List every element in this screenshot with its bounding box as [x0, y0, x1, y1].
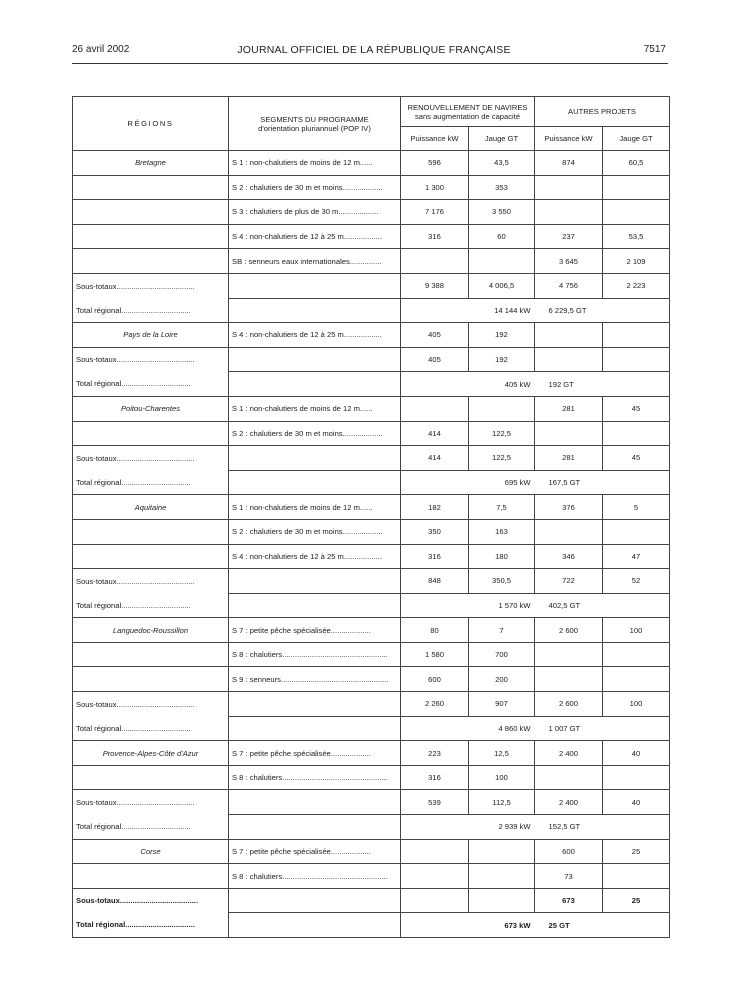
total-regional-gt: 152,5 GT — [535, 815, 670, 840]
table-row — [73, 249, 670, 274]
table-row — [73, 421, 670, 446]
segment-label: S 4 : non-chalutiers de 12 à 25 m.................. — [229, 224, 401, 249]
total-regional-label: Total régional................................. — [73, 815, 229, 840]
renouv-jauge-value — [469, 249, 535, 274]
autres-jauge-value: 60,5 — [603, 151, 670, 176]
segment-label: S 3 : chalutiers de plus de 30 m................... — [229, 200, 401, 225]
table-row — [73, 372, 670, 397]
total-regional-kw: 4 860 kW — [401, 716, 535, 741]
segment-label: S 7 : petite pêche spécialisée................... — [229, 839, 401, 864]
region-name: Languedoc-Roussillon — [73, 618, 229, 643]
subtotal-label: Sous-totaux..................................... — [73, 692, 229, 717]
subtotal-label: Sous-totaux..................................... — [73, 790, 229, 815]
renouv-puissance-value: 80 — [401, 618, 469, 643]
subtotal-renouv-puissance: 414 — [401, 446, 469, 471]
header-title: JOURNAL OFFICIEL DE LA RÉPUBLIQUE FRANÇAISE — [237, 44, 511, 56]
header-date: 26 avril 2002 — [72, 44, 130, 55]
segment-label: S 1 : non-chalutiers de moins de 12 m...... — [229, 151, 401, 176]
segment-label: S 8 : chalutiers.................................................. — [229, 765, 401, 790]
table-row — [73, 298, 670, 323]
segment-label: S 9 : senneurs................................................... — [229, 667, 401, 692]
renouv-puissance-value: 596 — [401, 151, 469, 176]
region-name: Corse — [73, 839, 229, 864]
subtotal-renouv-puissance: 539 — [401, 790, 469, 815]
table-row — [73, 323, 670, 348]
subtotal-renouv-jauge — [469, 888, 535, 913]
autres-jauge-value — [603, 642, 670, 667]
subtotal-segment-empty — [229, 692, 401, 717]
table-row — [73, 151, 670, 176]
col-autres-jauge: Jauge GT — [603, 127, 670, 151]
segment-label: S 4 : non-chalutiers de 12 à 25 m.................. — [229, 544, 401, 569]
renouv-jauge-value — [469, 396, 535, 421]
table-row — [73, 692, 670, 717]
subtotal-renouv-jauge: 192 — [469, 347, 535, 372]
autres-jauge-value — [603, 175, 670, 200]
table-row — [73, 642, 670, 667]
page-header — [0, 44, 748, 60]
renouv-jauge-value: 12,5 — [469, 741, 535, 766]
autres-puissance-value — [535, 421, 603, 446]
subtotal-renouv-jauge: 907 — [469, 692, 535, 717]
table-row — [73, 347, 670, 372]
segment-label: S 7 : petite pêche spécialisée................... — [229, 741, 401, 766]
renouv-jauge-value: 60 — [469, 224, 535, 249]
region-cell-empty — [73, 544, 229, 569]
segment-label: S 2 : chalutiers de 30 m et moins................... — [229, 421, 401, 446]
total-regional-kw: 2 939 kW — [401, 815, 535, 840]
table-row — [73, 815, 670, 840]
subtotal-autres-puissance — [535, 347, 603, 372]
subtotal-renouv-jauge: 350,5 — [469, 569, 535, 594]
subtotal-autres-jauge: 40 — [603, 790, 670, 815]
subtotal-renouv-jauge: 122,5 — [469, 446, 535, 471]
col-segments-line2: d'orientation pluriannuel (POP IV) — [258, 123, 371, 133]
total-regional-gt: 6 229,5 GT — [535, 298, 670, 323]
renouv-jauge-value: 43,5 — [469, 151, 535, 176]
renouv-jauge-value: 7 — [469, 618, 535, 643]
subtotal-label: Sous-totaux..................................... — [73, 273, 229, 298]
table-row — [73, 593, 670, 618]
autres-puissance-value: 874 — [535, 151, 603, 176]
table-row — [73, 569, 670, 594]
autres-jauge-value: 25 — [603, 839, 670, 864]
autres-jauge-value: 40 — [603, 741, 670, 766]
region-cell-empty — [73, 519, 229, 544]
total-segment-empty — [229, 593, 401, 618]
autres-jauge-value — [603, 519, 670, 544]
region-cell-empty — [73, 864, 229, 889]
autres-jauge-value — [603, 765, 670, 790]
autres-puissance-value: 73 — [535, 864, 603, 889]
total-regional-kw: 405 kW — [401, 372, 535, 397]
subtotal-renouv-puissance — [401, 888, 469, 913]
total-regional-kw: 673 kW — [401, 913, 535, 938]
total-segment-empty — [229, 470, 401, 495]
autres-puissance-value: 376 — [535, 495, 603, 520]
autres-puissance-value: 2 600 — [535, 618, 603, 643]
total-regional-label: Total régional................................. — [73, 716, 229, 741]
subtotal-autres-jauge: 25 — [603, 888, 670, 913]
subtotal-renouv-jauge: 4 006,5 — [469, 273, 535, 298]
autres-puissance-value — [535, 200, 603, 225]
col-renouvellement — [401, 97, 535, 127]
autres-puissance-value — [535, 323, 603, 348]
subtotal-label: Sous-totaux..................................... — [73, 569, 229, 594]
renouv-puissance-value: 414 — [401, 421, 469, 446]
segment-label: S 7 : petite pêche spécialisée................... — [229, 618, 401, 643]
autres-puissance-value — [535, 667, 603, 692]
total-regional-kw: 695 kW — [401, 470, 535, 495]
col-renouv-puissance: Puissance kW — [401, 127, 469, 151]
subtotal-segment-empty — [229, 888, 401, 913]
renouv-puissance-value: 7 176 — [401, 200, 469, 225]
subtotal-autres-jauge: 100 — [603, 692, 670, 717]
region-name: Pays de la Loire — [73, 323, 229, 348]
renouv-jauge-value: 200 — [469, 667, 535, 692]
autres-jauge-value: 47 — [603, 544, 670, 569]
subtotal-renouv-jauge: 112,5 — [469, 790, 535, 815]
table-row — [73, 790, 670, 815]
region-cell-empty — [73, 421, 229, 446]
fleet-table — [72, 96, 670, 938]
autres-jauge-value — [603, 421, 670, 446]
renouv-puissance-value: 316 — [401, 544, 469, 569]
renouv-puissance-value: 600 — [401, 667, 469, 692]
renouv-jauge-value: 192 — [469, 323, 535, 348]
renouv-jauge-value: 3 550 — [469, 200, 535, 225]
table-row — [73, 716, 670, 741]
table-row — [73, 618, 670, 643]
autres-puissance-value — [535, 519, 603, 544]
total-regional-label: Total régional................................. — [73, 470, 229, 495]
renouv-puissance-value — [401, 839, 469, 864]
total-regional-label: Total régional................................. — [73, 372, 229, 397]
table-row — [73, 544, 670, 569]
autres-jauge-value — [603, 323, 670, 348]
autres-puissance-value — [535, 642, 603, 667]
header-page-number: 7517 — [643, 44, 666, 55]
region-cell-empty — [73, 765, 229, 790]
table-row — [73, 765, 670, 790]
segment-label: S 2 : chalutiers de 30 m et moins................... — [229, 519, 401, 544]
subtotal-segment-empty — [229, 446, 401, 471]
renouv-puissance-value: 182 — [401, 495, 469, 520]
table-row — [73, 741, 670, 766]
region-name: Bretagne — [73, 151, 229, 176]
col-renouv-jauge: Jauge GT — [469, 127, 535, 151]
autres-puissance-value: 237 — [535, 224, 603, 249]
subtotal-renouv-puissance: 2 260 — [401, 692, 469, 717]
total-segment-empty — [229, 913, 401, 938]
renouv-puissance-value: 316 — [401, 765, 469, 790]
segment-label: S 2 : chalutiers de 30 m et moins................... — [229, 175, 401, 200]
total-regional-gt: 25 GT — [535, 913, 670, 938]
renouv-puissance-value: 405 — [401, 323, 469, 348]
total-regional-kw: 14 144 kW — [401, 298, 535, 323]
col-renouv-line1: RENOUVELLEMENT DE NAVIRES — [407, 102, 528, 112]
table-row — [73, 888, 670, 913]
autres-puissance-value: 346 — [535, 544, 603, 569]
subtotal-renouv-puissance: 9 388 — [401, 273, 469, 298]
segment-label: S 1 : non-chalutiers de moins de 12 m...... — [229, 396, 401, 421]
renouv-puissance-value: 1 300 — [401, 175, 469, 200]
table-row — [73, 667, 670, 692]
subtotal-label: Sous-totaux..................................... — [73, 347, 229, 372]
region-cell-empty — [73, 224, 229, 249]
total-regional-gt: 1 007 GT — [535, 716, 670, 741]
table-row — [73, 864, 670, 889]
region-cell-empty — [73, 249, 229, 274]
renouv-puissance-value: 350 — [401, 519, 469, 544]
region-name: Aquitaine — [73, 495, 229, 520]
subtotal-autres-puissance: 2 400 — [535, 790, 603, 815]
subtotal-autres-jauge: 52 — [603, 569, 670, 594]
table-row — [73, 200, 670, 225]
subtotal-label: Sous-totaux..................................... — [73, 446, 229, 471]
autres-puissance-value: 600 — [535, 839, 603, 864]
segment-label: SB : senneurs eaux internationales............... — [229, 249, 401, 274]
total-regional-gt: 192 GT — [535, 372, 670, 397]
subtotal-autres-jauge: 45 — [603, 446, 670, 471]
total-segment-empty — [229, 298, 401, 323]
col-segments — [229, 97, 401, 151]
table-row — [73, 396, 670, 421]
renouv-jauge-value — [469, 839, 535, 864]
autres-jauge-value — [603, 200, 670, 225]
renouv-jauge-value: 100 — [469, 765, 535, 790]
renouv-puissance-value: 223 — [401, 741, 469, 766]
total-regional-kw: 1 570 kW — [401, 593, 535, 618]
renouv-jauge-value: 122,5 — [469, 421, 535, 446]
renouv-jauge-value: 180 — [469, 544, 535, 569]
renouv-puissance-value: 316 — [401, 224, 469, 249]
total-segment-empty — [229, 716, 401, 741]
table-row — [73, 839, 670, 864]
autres-jauge-value: 2 109 — [603, 249, 670, 274]
segment-label: S 1 : non-chalutiers de moins de 12 m...... — [229, 495, 401, 520]
renouv-jauge-value: 353 — [469, 175, 535, 200]
col-regions: RÉGIONS — [73, 97, 229, 151]
total-regional-gt: 402,5 GT — [535, 593, 670, 618]
table-row — [73, 446, 670, 471]
subtotal-autres-puissance: 2 600 — [535, 692, 603, 717]
renouv-puissance-value — [401, 249, 469, 274]
subtotal-label: Sous-totaux..................................... — [73, 888, 229, 913]
table-row — [73, 519, 670, 544]
subtotal-autres-puissance: 722 — [535, 569, 603, 594]
subtotal-autres-puissance: 281 — [535, 446, 603, 471]
col-autres-puissance: Puissance kW — [535, 127, 603, 151]
subtotal-autres-jauge: 2 223 — [603, 273, 670, 298]
subtotal-renouv-puissance: 848 — [401, 569, 469, 594]
region-cell-empty — [73, 667, 229, 692]
segment-label: S 4 : non-chalutiers de 12 à 25 m.................. — [229, 323, 401, 348]
header-rule — [72, 63, 668, 64]
total-regional-label: Total régional................................. — [73, 593, 229, 618]
renouv-jauge-value — [469, 864, 535, 889]
subtotal-autres-puissance: 4 756 — [535, 273, 603, 298]
renouv-jauge-value: 163 — [469, 519, 535, 544]
table-row — [73, 273, 670, 298]
segment-label: S 8 : chalutiers.................................................. — [229, 864, 401, 889]
col-renouv-line2: sans augmentation de capacité — [414, 111, 521, 121]
col-segments-line1: SEGMENTS DU PROGRAMME — [260, 114, 369, 124]
renouv-jauge-value: 7,5 — [469, 495, 535, 520]
autres-puissance-value — [535, 175, 603, 200]
region-cell-empty — [73, 200, 229, 225]
autres-jauge-value: 45 — [603, 396, 670, 421]
autres-jauge-value: 100 — [603, 618, 670, 643]
region-name: Poitou-Charentes — [73, 396, 229, 421]
autres-puissance-value: 3 645 — [535, 249, 603, 274]
col-autres-projets: AUTRES PROJETS — [535, 97, 670, 127]
subtotal-renouv-puissance: 405 — [401, 347, 469, 372]
autres-jauge-value — [603, 864, 670, 889]
autres-puissance-value — [535, 765, 603, 790]
renouv-puissance-value: 1 580 — [401, 642, 469, 667]
autres-jauge-value: 53,5 — [603, 224, 670, 249]
subtotal-segment-empty — [229, 569, 401, 594]
autres-jauge-value: 5 — [603, 495, 670, 520]
autres-puissance-value: 2 400 — [535, 741, 603, 766]
table-row — [73, 913, 670, 938]
total-segment-empty — [229, 815, 401, 840]
table-row — [73, 224, 670, 249]
renouv-jauge-value: 700 — [469, 642, 535, 667]
region-cell-empty — [73, 175, 229, 200]
subtotal-segment-empty — [229, 790, 401, 815]
total-regional-label: Total régional................................. — [73, 298, 229, 323]
autres-puissance-value: 281 — [535, 396, 603, 421]
segment-label: S 8 : chalutiers.................................................. — [229, 642, 401, 667]
subtotal-autres-jauge — [603, 347, 670, 372]
autres-jauge-value — [603, 667, 670, 692]
table-row — [73, 495, 670, 520]
table-row — [73, 470, 670, 495]
table-row — [73, 175, 670, 200]
total-segment-empty — [229, 372, 401, 397]
total-regional-label: Total régional................................. — [73, 913, 229, 938]
region-cell-empty — [73, 642, 229, 667]
total-regional-gt: 167,5 GT — [535, 470, 670, 495]
subtotal-segment-empty — [229, 347, 401, 372]
region-name: Provence-Alpes-Côte d'Azur — [73, 741, 229, 766]
subtotal-segment-empty — [229, 273, 401, 298]
renouv-puissance-value — [401, 396, 469, 421]
renouv-puissance-value — [401, 864, 469, 889]
subtotal-autres-puissance: 673 — [535, 888, 603, 913]
